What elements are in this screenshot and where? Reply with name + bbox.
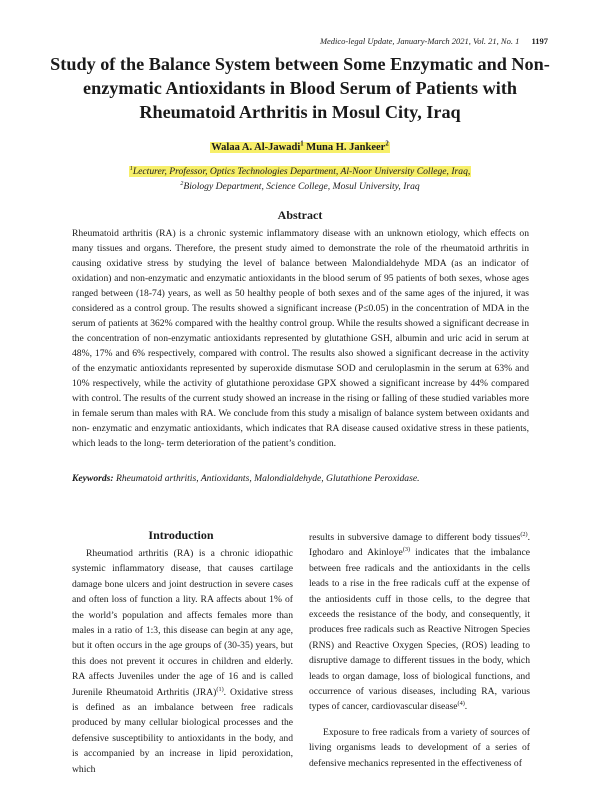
affiliation-1 [0,166,600,177]
affiliation-1-text: Lecturer, Professor, Optics Technologies Department, Al-Noor University College, Iraq, [132,166,471,177]
author-1-name: Walaa A. Al-Jawadi [211,142,301,153]
intro-r1-a: results in subversive damage to different body tissues [309,532,521,543]
right-column [309,530,530,771]
intro-paragraph-2: Exposure to free radicals from a variety of sources of living organisms leads to development of a series of defensive mechanics represented in the effectiveness of [309,726,530,769]
affiliation-1-sup: 1 [129,164,133,172]
author-list [0,142,600,153]
author-2-sup: 2 [385,140,389,148]
citation-4: (4) [457,700,465,708]
abstract-body: Rheumatoid arthritis (RA) is a chronic systemic inflammatory disease with an unknown etiology, which effects on many tissues and organs. Therefore, the present study aimed to demonstrate the role of the rheumatoid arthritis in causing oxidative stress by studying the level of balance between Malondialdehyde MDA (as an indicator of oxidation) and non-enzymatic and enzymatic antioxidants in the blood serum of 95 patients of both sexes, whose ages ranged between (18-74) years, as well as 50 healthy people of both sexes and of the same ages of the injured, it was considered as a control group. The results showed a significant increase (P≤0.05) in the concentration of MDA in the serum of patients at 362% compared with the healthy control group. While the results showed a significant decrease in the concentration of non-enzymatic antioxidants represented by glutathione GSH, albumin and uric acid in serum at 48%, 17% and 6% respectively, compared with control. The results also showed a significant decrease in the activity of the enzymatic antioxidants represented by superoxide dismutase SOD and ceruloplasmin in the serum at 63% and 10% respectively, while the activity of glutathione peroxidase GPX showed a significant increase by 44% compared with control. The results of the current study showed an increase in the rising or falling of these studied variables more in female serum than males with RA. We conclude from this study a misalign of balance system between oxidants and non- enzymatic and enzymatic antioxidants, which indicates that RA disease caused oxidative stress in these patients, which leads to the long- term deterioration of the patient’s condition. [72,228,529,449]
intro-p1-text: Rheumatiod arthritis (RA) is a chronic idiopathic systemic inflammatory disease, that causes cartilage damage bone ulcers and joint destruction in severe cases and often loss of function a lity. RA affects about 1% of the world’s population and affects females more than males in a ratio of 1:3, this disease can begin at any age, but it often occurs in the age groups of (30-35) years, but this does not prevent it occures in children and elderly. RA affects Juveniles under the age of 16 and is called Jurenile Rheumatoid Arthritis (JRA) [72,548,293,698]
keywords-label: Keywords: [72,473,114,484]
affiliation-2 [0,181,600,192]
journal-citation: Medico-legal Update, January-March 2021, Vol. 21, No. 1 [319,36,520,46]
citation-2: (2) [520,530,528,538]
author-1-sup: 1 [300,140,304,148]
intro-paragraph-1 [72,546,293,777]
intro-paragraph-1-cont [309,530,530,715]
keywords [72,472,529,486]
citation-3: (3) [402,546,411,554]
author-2-name: Muna H. Jankeer [306,142,386,153]
affiliation-2-sup: 2 [180,179,184,187]
affiliation-1-highlight [129,166,472,177]
left-column [72,546,293,777]
intro-r1-b: . Ighodaro and Akinloye [309,532,530,559]
intro-r1-d: . [464,701,468,713]
abstract-heading: Abstract [277,208,323,222]
introduction-heading: Introduction [148,528,214,542]
intro-r1-c: indicates that the imbalance between free radicals and the antioxidants in the cells leads to a rise in the free radicals cuff at the expense of the antiosidents cuff in those cells, to the degree that exceeds the resistance of the body, and consequently, it produces free radicals such as Reactive Nitrogen Species (RNS) and Reactive Oxygen Species, (ROS) leading to disruptive damage to different tissues in the body, which leads to organ damage, loss of biological functions, and occurrence of various diseases, including RA, various types of cancer, cardiovascular disease [309,547,530,713]
paper-title: Study of the Balance System between Some Enzymatic and Non-enzymatic Antioxidants in Blood Serum of Patients with Rheumatoid Arthritis in Mosul City, Iraq [50,54,550,122]
page-number: 1197 [531,36,548,46]
intro-p1-tail: . Oxidative stress is defined as an imbalance between free radicals produced by many cellular biological processes and the defensive susceptibility to antioxidants in the body, and is accompanied by an increase in lipid peroxidation, which [72,686,293,775]
author-highlight [210,142,389,153]
keywords-text: Rheumatoid arthritis, Antioxidants, Malondialdehyde, Glutathione Peroxidase. [115,473,420,484]
running-head [320,36,548,46]
citation-1: (1) [216,685,224,693]
affiliation-2-text: Biology Department, Science College, Mosul University, Iraq [183,181,420,192]
